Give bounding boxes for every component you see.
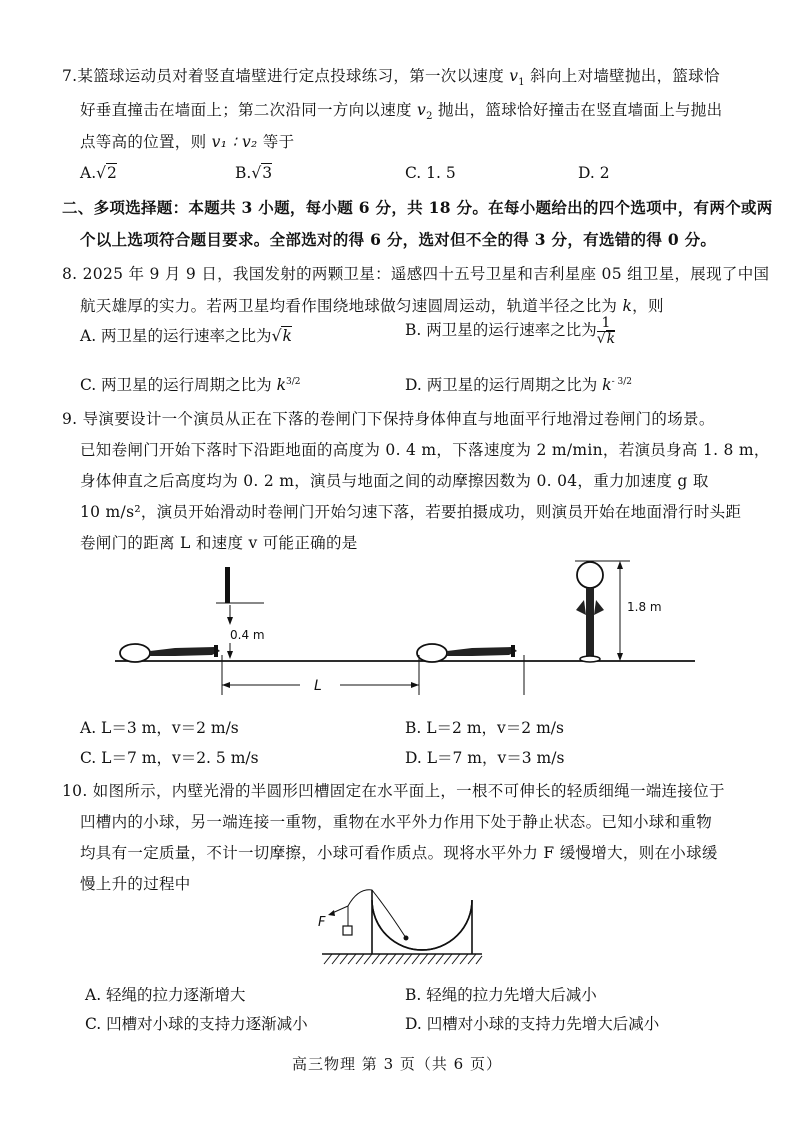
q10-line3: 均具有一定质量，不计一切摩擦，小球可看作质点。现将水平外力 F 缓慢增大，则在小球缓 (80, 844, 718, 862)
q9-line1: 9. 导演要设计一个演员从正在下落的卷闸门下保持身体伸直与地面平行地滑过卷闸门的场景。 (62, 410, 715, 428)
rope (348, 890, 406, 938)
q8-line1: 8. 2025 年 9 月 9 日，我国发射的两颗卫星：遥感四十五号卫星和吉利星座 05 组卫星，展现了中国 (62, 265, 770, 283)
weight-block (343, 926, 352, 935)
q8-option-a: A. 两卫星的运行速率之比为√k (80, 327, 292, 345)
q9-line3: 身体伸直之后高度均为 0. 2 m，演员与地面之间的动摩擦因数为 0. 04，重力加速度 g 取 (80, 472, 709, 490)
actor-standing (576, 562, 604, 662)
small-ball (404, 936, 409, 941)
q7-line3: 点等高的位置，则 v₁ ∶ v₂ 等于 (80, 133, 295, 151)
q7-line2: 好垂直撞击在墙面上；第二次沿同一方向以速度 $v_2$ 抛出，篮球恰好撞击在竖直墙面上与抛出 (80, 101, 723, 123)
semicircle-groove (372, 890, 472, 954)
q10-option-d: D. 凹槽对小球的支持力先增大后减小 (405, 1015, 660, 1033)
q8-option-b: B. 两卫星的运行速率之比为 $\frac{1}{√k}$ (405, 315, 616, 347)
q7-line1: 7.某篮球运动员对着竖直墙壁进行定点投球练习，第一次以速度 $v_1$ 斜向上对墙壁抛出，篮球恰 (62, 67, 720, 89)
q9-line5: 卷闸门的距离 L 和速度 v 可能正确的是 (80, 534, 358, 552)
q10-option-b: B. 轻绳的拉力先增大后减小 (405, 986, 597, 1004)
q10-figure (300, 880, 500, 970)
q10-line1: 10. 如图所示，内壁光滑的半圆形凹槽固定在水平面上，一根不可伸长的轻质细绳一端连接位于 (62, 782, 725, 800)
actor-lying-start (120, 644, 220, 662)
q9-option-c: C. L＝7 m，v＝2. 5 m/s (80, 749, 259, 767)
q9-line2: 已知卷闸门开始下落时下沿距地面的高度为 0. 4 m，下落速度为 2 m/min，若演员身高 1. 8 m， (80, 441, 770, 459)
q10-option-c: C. 凹槽对小球的支持力逐渐减小 (85, 1015, 308, 1033)
q8-option-d: D. 两卫星的运行周期之比为 $k^{- 3/2}$ (405, 376, 632, 394)
q9-figure (0, 555, 794, 705)
q10-line4: 慢上升的过程中 (80, 875, 191, 893)
gate-height-label: 0.4 m (230, 628, 265, 642)
section2-line1: 二、多项选择题：本题共 3 小题，每小题 6 分，共 18 分。在每小题给出的四个选项中，有两个或两 (62, 198, 773, 217)
q10-option-a: A. 轻绳的拉力逐渐增大 (85, 986, 246, 1004)
distance-L-label: L (314, 678, 322, 694)
q7-option-d: D. 2 (578, 164, 610, 182)
q9-option-a: A. L＝3 m，v＝2 m/s (80, 719, 239, 737)
force-F-label: F (318, 915, 326, 930)
actor-lying-end (417, 644, 517, 662)
page-footer: 高三物理 第 3 页（共 6 页） (292, 1055, 502, 1073)
q8-line2: 航天雄厚的实力。若两卫星均看作围绕地球做匀速圆周运动，轨道半径之比为 k，则 (80, 297, 664, 315)
q9-option-b: B. L＝2 m，v＝2 m/s (405, 719, 564, 737)
q7-ratio: v₁ ∶ v₂ (211, 133, 258, 151)
q9-line4: 10 m/s²，演员开始滑动时卷闸门开始匀速下落，若要拍摄成功，则演员开始在地面滑行时头距 (80, 503, 742, 521)
q9-option-d: D. L＝7 m，v＝3 m/s (405, 749, 565, 767)
section2-line2: 个以上选项符合题目要求。全部选对的得 6 分，选对但不全的得 3 分，有选错的得 0 分。 (80, 230, 717, 249)
q10-line2: 凹槽内的小球，另一端连接一重物，重物在水平外力作用下处于静止状态。已知小球和重物 (80, 813, 713, 831)
q7-option-c: C. 1. 5 (405, 164, 456, 182)
height-label: 1.8 m (627, 600, 662, 614)
q7-option-b: B.√3 (235, 164, 273, 182)
rolling-gate (225, 567, 230, 603)
q7-option-a: A.√2 (80, 164, 117, 182)
q8-option-c: C. 两卫星的运行周期之比为 $k^{3/2}$ (80, 376, 301, 394)
